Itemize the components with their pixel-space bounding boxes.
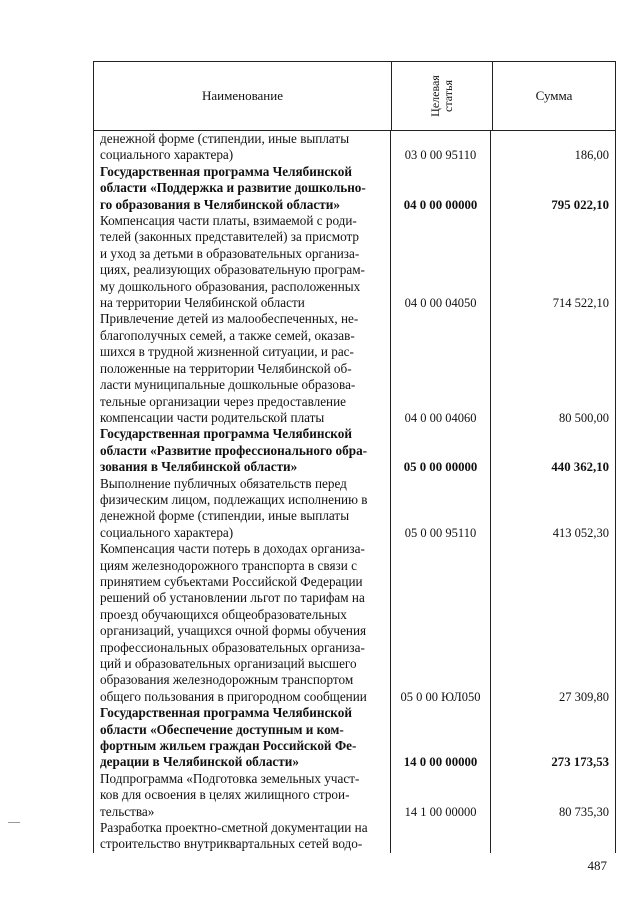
row-code: 04 0 00 00000 — [391, 164, 491, 213]
row-name-line: циях, реализующих образовательную програм- — [100, 262, 365, 278]
table-row — [94, 820, 615, 853]
row-name — [94, 213, 391, 311]
row-name-line: фортным жильем граждан Российской Фе- — [100, 738, 357, 754]
row-name-line: ласти муниципальные дошкольные образова- — [100, 377, 356, 393]
row-name — [94, 164, 391, 213]
row-code: 04 0 00 04060 — [391, 311, 491, 426]
row-name-line: физическим лицом, подлежащих исполнению в — [100, 491, 368, 507]
row-name-line: денежной форме (стипендии, иные выплаты — [100, 508, 350, 524]
row-name-line: области «Обеспечение доступным и ком- — [100, 721, 344, 737]
margin-mark — [8, 822, 20, 823]
row-name-line: Подпрограмма «Подготовка земельных участ- — [100, 770, 360, 786]
row-name — [94, 131, 391, 164]
row-sum — [491, 820, 615, 853]
header-name: Наименование — [94, 62, 392, 130]
row-name-line: решений об установлении льгот по тарифам на — [100, 590, 365, 606]
row-name-line: Выполнение публичных обязательств перед — [100, 475, 347, 491]
row-name-line: зования в Челябинской области» — [100, 459, 298, 475]
table-body — [94, 131, 615, 853]
row-name-line: шихся в трудной жизненной ситуации, и рас- — [100, 344, 354, 360]
header-sum: Сумма — [535, 88, 573, 103]
row-sum: 440 362,10 — [551, 460, 609, 475]
row-name-line: на территории Челябинской области — [100, 295, 305, 311]
row-sum: 413 052,30 — [552, 525, 609, 540]
row-name-line: дерации в Челябинской области» — [100, 754, 299, 770]
table-row — [94, 426, 615, 475]
row-name-line: проезд обучающихся общеобразовательных — [100, 606, 347, 622]
row-name-line: компенсации части родительской платы — [100, 409, 325, 425]
row-name-line: принятием субъектами Российской Федерации — [100, 573, 363, 589]
row-code: 03 0 00 95110 — [391, 131, 491, 164]
row-name-line: положенные на территории Челябинской об- — [100, 360, 352, 376]
row-name-line: области «Развитие профессионального обра- — [100, 442, 368, 458]
row-code: 05 0 00 ЮЛ050 — [391, 541, 491, 705]
table-row — [94, 131, 615, 164]
row-name-line: общего пользования в пригородном сообщении — [100, 688, 367, 704]
row-name — [94, 705, 391, 771]
row-sum: 186,00 — [574, 148, 609, 163]
row-name-line: и уход за детьми в образовательных организа- — [100, 245, 360, 261]
row-name-line: ков для освоения в целях жилищного строи- — [100, 787, 350, 803]
row-sum: 273 173,53 — [551, 755, 609, 770]
row-name-line: образования железнодорожным транспортом — [100, 672, 354, 688]
row-name-line: строительство внутриквартальных сетей водо- — [100, 836, 363, 852]
row-name — [94, 311, 391, 426]
row-sum: 80 735,30 — [559, 804, 609, 819]
row-code: 14 1 00 00000 — [391, 771, 491, 820]
row-sum: 27 309,80 — [559, 689, 609, 704]
row-name-line: организаций, учащихся очной формы обучения — [100, 623, 367, 639]
row-name-line: тельства» — [100, 803, 155, 819]
row-name-line: Государственная программа Челябинской — [100, 426, 352, 442]
row-name-line: ций и образовательных организаций высшего — [100, 656, 357, 671]
row-name-line: Государственная программа Челябинской — [100, 705, 352, 721]
row-name-line: го образования в Челябинской области» — [100, 196, 340, 212]
row-name-line: Привлечение детей из малообеспеченных, не- — [100, 311, 359, 327]
row-code: 14 0 00 00000 — [391, 705, 491, 771]
row-name-line: профессиональных образовательных организа- — [100, 639, 365, 655]
header-code-line1: Целевая — [427, 75, 442, 117]
table-row — [94, 164, 615, 213]
page-number: 487 — [587, 858, 607, 873]
table-row — [94, 771, 615, 820]
row-name-line: телей (законных представителей) за присмотр — [100, 229, 360, 245]
row-sum: 714 522,10 — [552, 296, 609, 311]
row-name-line: циям железнодорожного транспорта в связи с — [100, 557, 357, 573]
row-name-line: тельные организации через предоставление — [100, 393, 347, 409]
row-code: 04 0 00 04050 — [391, 213, 491, 311]
row-code — [391, 820, 491, 853]
budget-table — [93, 61, 616, 853]
row-name — [94, 426, 391, 475]
table-row — [94, 213, 615, 311]
row-name — [94, 476, 391, 542]
row-name-line: области «Поддержка и развитие дошкольно- — [100, 180, 366, 196]
row-sum: 795 022,10 — [551, 197, 609, 212]
row-code: 05 0 00 00000 — [391, 426, 491, 475]
row-name-line: Разработка проектно-сметной документации на — [100, 820, 368, 836]
table-row — [94, 476, 615, 542]
table-header — [94, 61, 615, 131]
header-code-line2: статья — [440, 80, 455, 112]
row-name-line: Компенсация части платы, взимаемой с роди- — [100, 213, 357, 229]
row-name — [94, 541, 391, 705]
table-row — [94, 541, 615, 705]
table-row — [94, 705, 615, 771]
row-name — [94, 771, 391, 820]
row-name — [94, 820, 391, 853]
row-code: 05 0 00 95110 — [391, 476, 491, 542]
header-code — [392, 62, 493, 130]
row-name-line: благополучных семей, а также семей, оказав- — [100, 327, 355, 343]
row-name-line: Государственная программа Челябинской — [100, 163, 352, 179]
table-row — [94, 311, 615, 426]
row-name-line: му дошкольного образования, расположенных — [100, 278, 361, 294]
row-name-line: Компенсация части потерь в доходах организа- — [100, 541, 365, 557]
row-name-line: социального характера) — [100, 147, 234, 163]
row-sum: 80 500,00 — [559, 410, 609, 425]
row-name-line: денежной форме (стипендии, иные выплаты — [100, 131, 350, 146]
row-name-line: социального характера) — [100, 524, 234, 540]
